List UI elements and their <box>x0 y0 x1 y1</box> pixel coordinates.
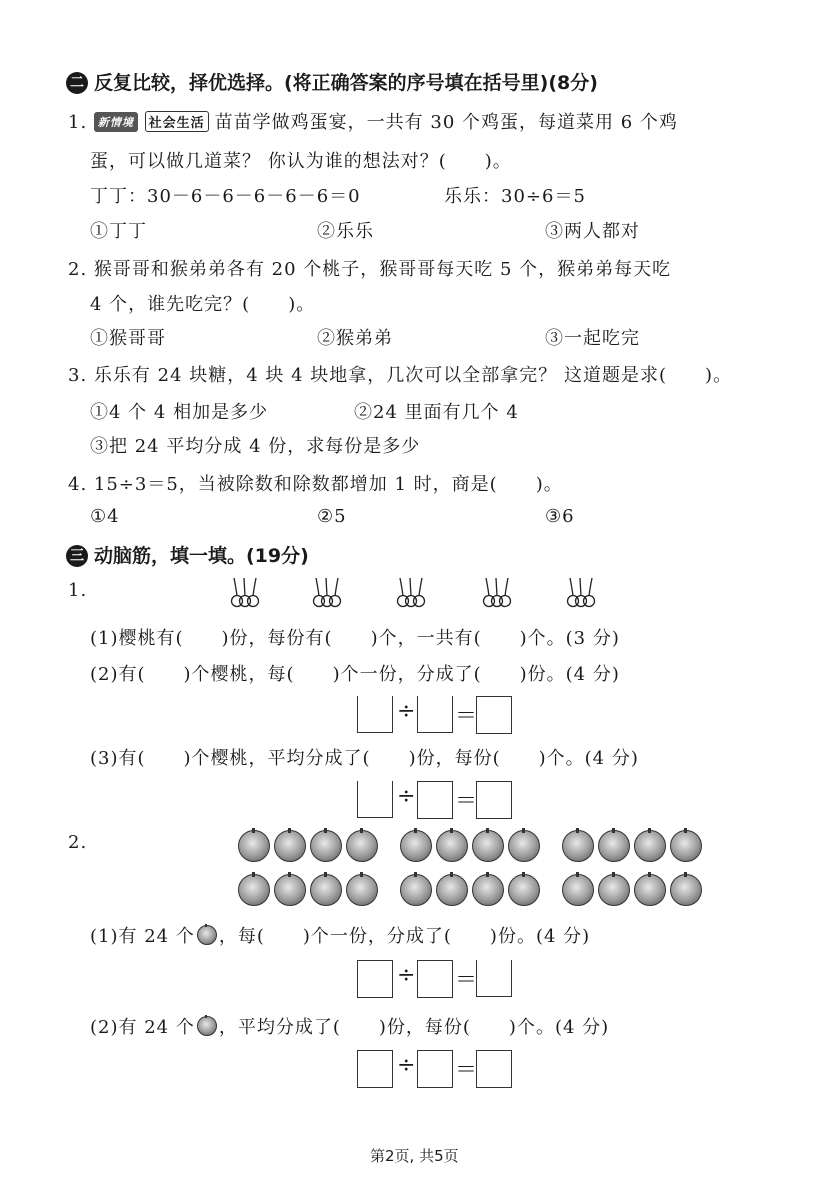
s2-q4-opt1[interactable]: ①4 <box>90 506 120 527</box>
section-3-badge: 三 <box>66 545 88 567</box>
peach-icon <box>274 830 306 862</box>
answer-box[interactable] <box>417 781 453 819</box>
section-2-title: 反复比较，择优选择。(将正确答案的序号填在括号里)(8分) <box>94 72 598 94</box>
s3-q1-part3: (3)有( )个樱桃，平均分成了( )份，每份( )个。(4 分) <box>90 748 639 769</box>
peach-icon <box>197 925 217 945</box>
peach-icon <box>472 874 504 906</box>
answer-box[interactable] <box>476 696 512 734</box>
s2-q1-opt2[interactable]: ②乐乐 <box>317 221 374 242</box>
cherry-group-1 <box>232 578 259 607</box>
s2-q1-line1 <box>68 108 678 134</box>
s3-q2-part2-a: (2)有 24 个 <box>90 1017 195 1038</box>
equals-sign: ＝ <box>455 968 478 993</box>
answer-box[interactable] <box>476 1050 512 1088</box>
s2-q1-num: 1. <box>68 112 88 133</box>
peach-icon <box>670 874 702 906</box>
s2-q4-line1: 4. 15÷3＝5，当被除数和除数都增加 1 时，商是( )。 <box>68 474 563 495</box>
cherry-group-4 <box>484 578 511 607</box>
s3-q1-part2: (2)有( )个樱桃，每( )个一份，分成了( )份。(4 分) <box>90 664 620 685</box>
s3-q2-part1 <box>90 922 590 948</box>
section-2-heading <box>66 68 598 95</box>
peaches-row-2 <box>238 874 706 910</box>
s2-q1-opt3[interactable]: ③两人都对 <box>545 221 640 242</box>
new-situation-tag: 新情境 <box>94 112 138 132</box>
peach-icon <box>598 830 630 862</box>
peach-icon <box>197 1016 217 1036</box>
peach-icon <box>400 874 432 906</box>
s3-q2-part1-a: (1)有 24 个 <box>90 926 195 947</box>
social-life-tag: 社会生活 <box>145 111 209 132</box>
s2-q1-lele: 乐乐：30÷6＝5 <box>444 186 586 207</box>
answer-box[interactable] <box>357 781 393 818</box>
section-3-title: 动脑筋，填一填。(19分) <box>94 545 309 567</box>
s3-q1-part1: (1)樱桃有( )份，每份有( )个，一共有( )个。(3 分) <box>90 628 620 649</box>
s3-q1-num: 1. <box>68 580 88 601</box>
peach-icon <box>274 874 306 906</box>
s3-q2-num: 2. <box>68 832 88 853</box>
s2-q2-opt2[interactable]: ②猴弟弟 <box>317 328 393 349</box>
s3-q2-part1-b: ，每( )个一份，分成了( )份。(4 分) <box>218 926 591 947</box>
equals-sign: ＝ <box>455 704 478 729</box>
s2-q3-opt3[interactable]: ③把 24 平均分成 4 份，求每份是多少 <box>90 436 421 457</box>
s2-q2-opt3[interactable]: ③一起吃完 <box>545 328 640 349</box>
peach-icon <box>598 874 630 906</box>
s2-q2-line2: 4 个，谁先吃完？( )。 <box>90 294 316 315</box>
peach-icon <box>472 830 504 862</box>
s2-q3-opt2[interactable]: ②24 里面有几个 4 <box>354 402 519 423</box>
peach-icon <box>310 830 342 862</box>
answer-box[interactable] <box>417 1050 453 1088</box>
peach-icon <box>310 874 342 906</box>
s2-q1-opt1[interactable]: ①丁丁 <box>90 221 147 242</box>
peaches-row-1 <box>238 830 706 866</box>
peach-icon <box>634 874 666 906</box>
page-footer: 第2页, 共5页 <box>370 1147 459 1165</box>
peach-icon <box>508 830 540 862</box>
s3-q2-part2-b: ，平均分成了( )份，每份( )个。(4 分) <box>218 1017 610 1038</box>
peach-icon <box>436 830 468 862</box>
answer-box[interactable] <box>357 1050 393 1088</box>
peach-icon <box>346 874 378 906</box>
divide-sign: ÷ <box>397 784 416 809</box>
peach-icon <box>238 830 270 862</box>
cherry-group-5 <box>568 578 595 607</box>
section-3-heading <box>66 541 309 568</box>
cherries-illustration <box>228 578 628 610</box>
peach-icon <box>436 874 468 906</box>
answer-box[interactable] <box>417 960 453 998</box>
answer-box[interactable] <box>476 781 512 819</box>
peach-icon <box>670 830 702 862</box>
cherry-group-3 <box>398 578 425 607</box>
s2-q3-opt1[interactable]: ①4 个 4 相加是多少 <box>90 402 269 423</box>
equals-sign: ＝ <box>455 789 478 814</box>
peach-icon <box>238 874 270 906</box>
s2-q2-line1: 2. 猴哥哥和猴弟弟各有 20 个桃子，猴哥哥每天吃 5 个，猴弟弟每天吃 <box>68 259 672 280</box>
s2-q4-opt2[interactable]: ②5 <box>317 506 347 527</box>
s2-q4-opt3[interactable]: ③6 <box>545 506 575 527</box>
s2-q1-line2: 蛋，可以做几道菜？ 你认为谁的想法对？( )。 <box>90 151 512 172</box>
peach-icon <box>562 830 594 862</box>
answer-box[interactable] <box>417 696 453 733</box>
answer-box[interactable] <box>476 960 512 997</box>
s2-q1-dingding: 丁丁：30－6－6－6－6－6＝0 <box>90 186 361 207</box>
answer-box[interactable] <box>357 960 393 998</box>
divide-sign: ÷ <box>397 963 416 988</box>
answer-box[interactable] <box>357 696 393 733</box>
peach-icon <box>346 830 378 862</box>
divide-sign: ÷ <box>397 699 416 724</box>
equals-sign: ＝ <box>455 1058 478 1083</box>
s2-q2-opt1[interactable]: ①猴哥哥 <box>90 328 166 349</box>
peach-icon <box>634 830 666 862</box>
s2-q3-line1: 3. 乐乐有 24 块糖，4 块 4 块地拿，几次可以全部拿完？ 这道题是求( )。 <box>68 365 733 386</box>
peach-icon <box>508 874 540 906</box>
peach-icon <box>400 830 432 862</box>
cherry-group-2 <box>314 578 341 607</box>
s2-q1-text1: 苗苗学做鸡蛋宴，一共有 30 个鸡蛋，每道菜用 6 个鸡 <box>214 112 678 133</box>
peach-icon <box>562 874 594 906</box>
divide-sign: ÷ <box>397 1053 416 1078</box>
s3-q2-part2 <box>90 1013 609 1039</box>
section-2-badge: 二 <box>66 72 88 94</box>
